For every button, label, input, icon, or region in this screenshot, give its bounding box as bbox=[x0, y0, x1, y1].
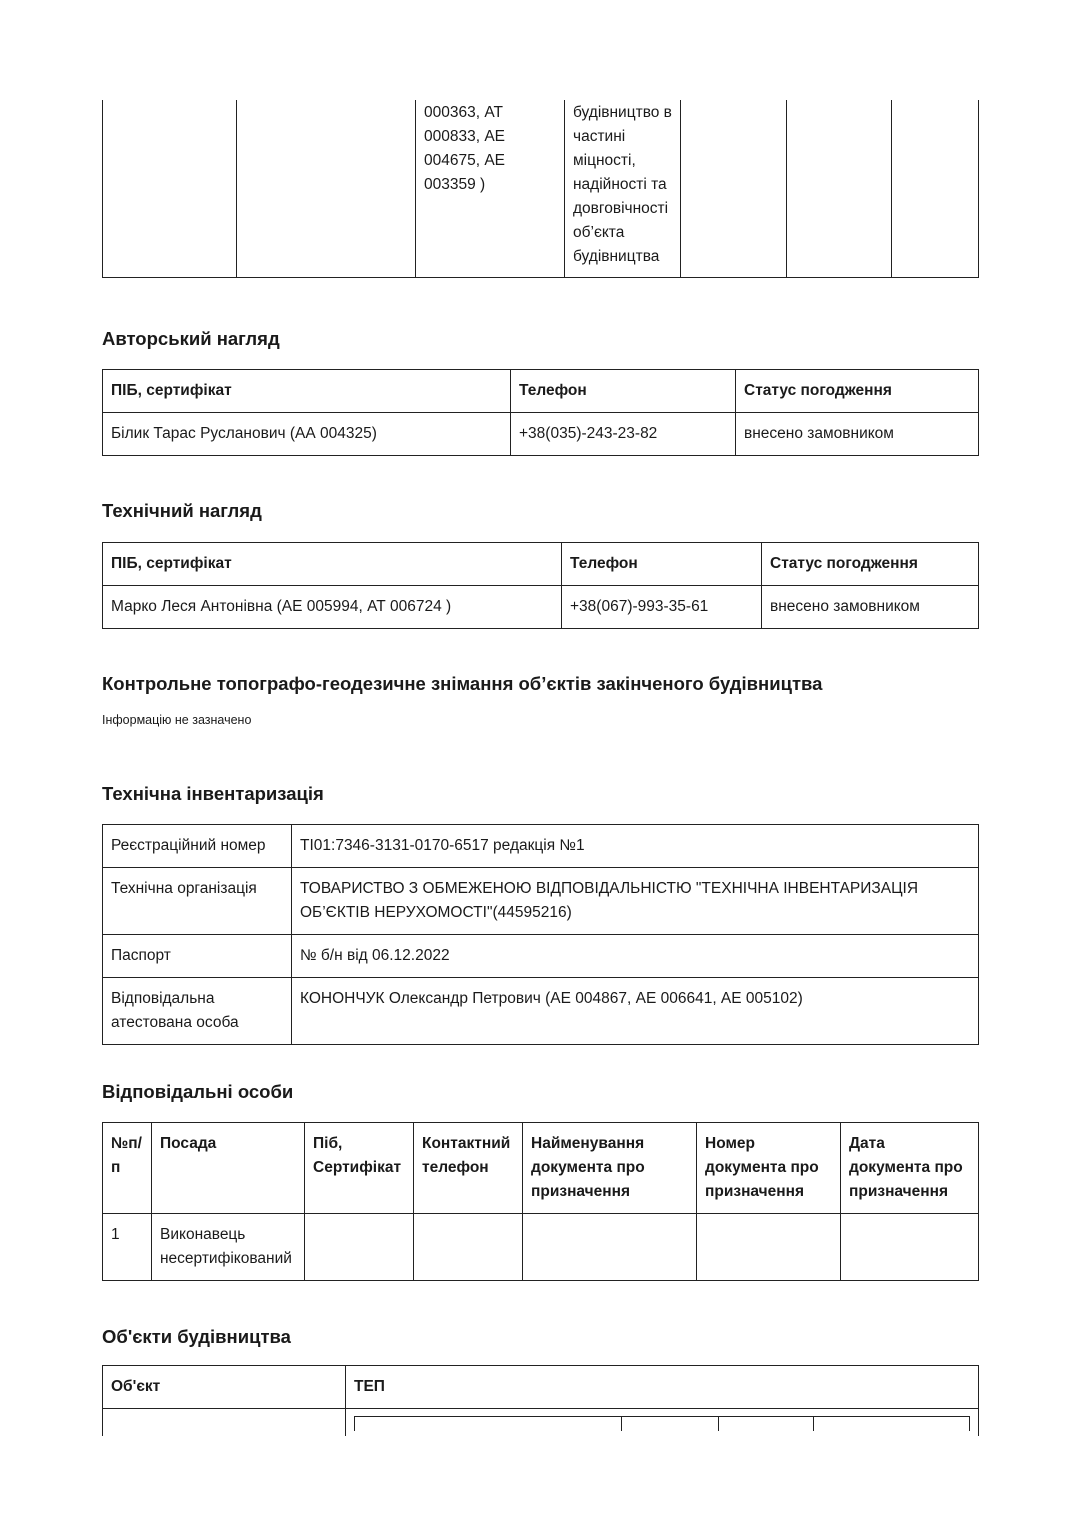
table-row bbox=[103, 935, 979, 978]
table-row bbox=[103, 825, 979, 868]
table-header-row bbox=[103, 1366, 979, 1409]
table-row bbox=[103, 868, 979, 935]
column-header: Телефон bbox=[562, 543, 762, 586]
inventory-table bbox=[102, 824, 979, 1045]
section-title-author-supervision: Авторський нагляд bbox=[102, 328, 280, 349]
table-cell: будівництво в частині міцності, надійності та довговічності об’єкта будівництва bbox=[565, 100, 681, 278]
column-header: Статус погодження bbox=[762, 543, 979, 586]
table-cell bbox=[103, 1409, 346, 1437]
table-cell: внесено замовником bbox=[736, 413, 979, 456]
row-value: КОНОНЧУК Олександр Петрович (АЕ 004867, АЕ 006641, АЕ 005102) bbox=[292, 978, 979, 1045]
table-row bbox=[103, 100, 979, 278]
table-row bbox=[103, 586, 979, 629]
row-value: ТОВАРИСТВО З ОБМЕЖЕНОЮ ВІДПОВІДАЛЬНІСТЮ "ТЕХНІЧНА ІНВЕНТАРИЗАЦІЯ ОБ’ЄКТІВ НЕРУХОМОСТІ"(44595216) bbox=[292, 868, 979, 935]
nested-cell bbox=[355, 1417, 622, 1431]
tep-nested-table bbox=[354, 1416, 970, 1431]
column-header: Найменування документа про призначення bbox=[523, 1123, 697, 1214]
section-title-topo-survey: Контрольне топографо-геодезичне знімання об’єктів закінченого будівництва bbox=[102, 673, 823, 694]
no-info-note: Інформацію не зазначено bbox=[102, 713, 252, 727]
column-header: ПІБ, сертифікат bbox=[103, 543, 562, 586]
section-title-technical-supervision: Технічний нагляд bbox=[102, 500, 262, 521]
row-label: Відповідальна атестована особа bbox=[103, 978, 292, 1045]
column-header: Телефон bbox=[511, 370, 736, 413]
table-row bbox=[103, 1214, 979, 1281]
technical-supervision-table bbox=[102, 542, 979, 629]
column-header: №п/п bbox=[103, 1123, 152, 1214]
column-header: Посада bbox=[152, 1123, 305, 1214]
table-cell: +38(067)-993-35-61 bbox=[562, 586, 762, 629]
table-cell: 1 bbox=[103, 1214, 152, 1281]
row-value: ТІ01:7346-3131-0170-6517 редакція №1 bbox=[292, 825, 979, 868]
column-header: Номер документа про призначення bbox=[697, 1123, 841, 1214]
table-cell bbox=[103, 100, 237, 278]
row-value: № б/н від 06.12.2022 bbox=[292, 935, 979, 978]
table-cell: Марко Леся Антонівна (АЕ 005994, АТ 006724 ) bbox=[103, 586, 562, 629]
table-cell bbox=[305, 1214, 414, 1281]
column-header: Піб, Сертифікат bbox=[305, 1123, 414, 1214]
row-label: Реєстраційний номер bbox=[103, 825, 292, 868]
table-cell: 000363, АТ 000833, АЕ 004675, АЕ 003359 ) bbox=[416, 100, 565, 278]
column-header: ПІБ, сертифікат bbox=[103, 370, 511, 413]
table-header-row bbox=[103, 370, 979, 413]
table-cell: внесено замовником bbox=[762, 586, 979, 629]
nested-cell bbox=[719, 1417, 814, 1431]
row-label: Паспорт bbox=[103, 935, 292, 978]
continued-table bbox=[102, 100, 979, 278]
row-label: Технічна організація bbox=[103, 868, 292, 935]
table-cell bbox=[523, 1214, 697, 1281]
table-cell bbox=[237, 100, 416, 278]
table-cell: +38(035)-243-23-82 bbox=[511, 413, 736, 456]
table-row bbox=[103, 1409, 979, 1437]
section-title-objects: Об'єкти будівництва bbox=[102, 1326, 291, 1347]
responsible-table bbox=[102, 1122, 979, 1281]
nested-cell bbox=[622, 1417, 719, 1431]
table-cell bbox=[841, 1214, 979, 1281]
nested-cell bbox=[814, 1417, 969, 1431]
table-row bbox=[103, 978, 979, 1045]
table-cell bbox=[892, 100, 979, 278]
section-title-responsible: Відповідальні особи bbox=[102, 1081, 294, 1102]
table-cell bbox=[697, 1214, 841, 1281]
column-header: Дата документа про призначення bbox=[841, 1123, 979, 1214]
table-cell: Виконавець несертифікований bbox=[152, 1214, 305, 1281]
section-title-inventory: Технічна інвентаризація bbox=[102, 783, 324, 804]
table-cell bbox=[414, 1214, 523, 1281]
column-header: Контактний телефон bbox=[414, 1123, 523, 1214]
objects-table bbox=[102, 1365, 979, 1436]
column-header: ТЕП bbox=[346, 1366, 979, 1409]
table-row bbox=[103, 413, 979, 456]
table-cell bbox=[787, 100, 892, 278]
table-header-row bbox=[103, 543, 979, 586]
table-cell: Білик Тарас Русланович (АА 004325) bbox=[103, 413, 511, 456]
table-cell bbox=[346, 1409, 979, 1437]
column-header: Об'єкт bbox=[103, 1366, 346, 1409]
table-cell bbox=[681, 100, 787, 278]
author-supervision-table bbox=[102, 369, 979, 456]
column-header: Статус погодження bbox=[736, 370, 979, 413]
table-header-row bbox=[103, 1123, 979, 1214]
